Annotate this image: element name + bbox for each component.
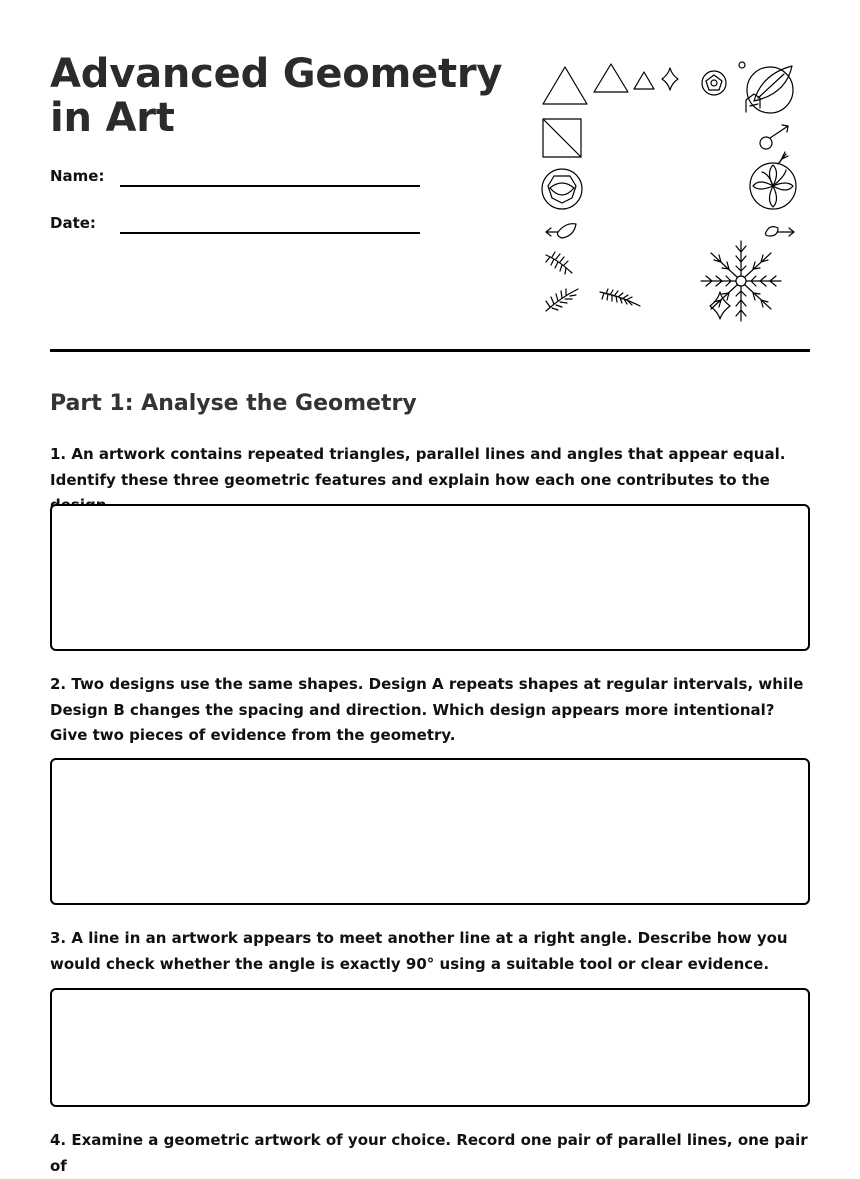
question-1: 1. An artwork contains repeated triangles, parallel lines and angles that appear equal. Identify these three geometric features and explain how each one contributes to the xyxy=(50,445,786,489)
geometric-decoration xyxy=(538,56,800,328)
date-field[interactable] xyxy=(50,214,430,244)
octagon-ring-icon xyxy=(542,169,582,209)
fern-icon xyxy=(546,252,572,274)
triangle-icon xyxy=(543,67,587,104)
question-4: 4. Examine a geometric artwork of your choice. Record one pair of parallel lines, one pair of xyxy=(50,1131,808,1175)
feather-icon xyxy=(600,289,640,306)
flower-circle-icon xyxy=(750,152,796,209)
date-input-line[interactable] xyxy=(120,232,420,234)
answer-box-3[interactable] xyxy=(50,988,810,1107)
worksheet-page xyxy=(50,0,810,1175)
name-field[interactable] xyxy=(50,167,430,197)
part1-heading: Part 1: Analyse the Geometry xyxy=(50,391,417,416)
diamond-icon xyxy=(662,68,678,90)
answer-box-2[interactable] xyxy=(50,758,810,905)
question-2: 2. Two designs use the same shapes. Design A repeats shapes at regular intervals, while Design B changes the spacing and direction. Which design appears more intentional? Give two pieces of evidence from the geometry. xyxy=(50,675,804,744)
balloon-arrow-icon xyxy=(766,227,795,236)
leaf-circle-icon xyxy=(746,66,793,113)
answer-box-1[interactable] xyxy=(50,504,810,651)
worksheet-title: Advanced Geometry in Art xyxy=(50,51,503,141)
name-input-line[interactable] xyxy=(120,185,420,187)
balloon-arrow-icon xyxy=(546,224,576,238)
question-3: 3. A line in an artwork appears to meet another line at a right angle. Describe how you would check whether the angle is exactly 90° using a suitable tool or clear evidence. xyxy=(50,929,788,973)
triangle-icon xyxy=(594,64,628,92)
fern-icon xyxy=(546,289,578,311)
small-triangle-icon xyxy=(634,72,654,89)
name-label: Name: xyxy=(50,167,105,185)
worksheet-header xyxy=(50,0,810,352)
date-label: Date: xyxy=(50,214,96,232)
arrow-icon xyxy=(760,125,788,149)
pentagon-ring-icon xyxy=(702,71,726,95)
small-circle-icon xyxy=(739,62,745,68)
split-square-icon xyxy=(543,119,581,157)
